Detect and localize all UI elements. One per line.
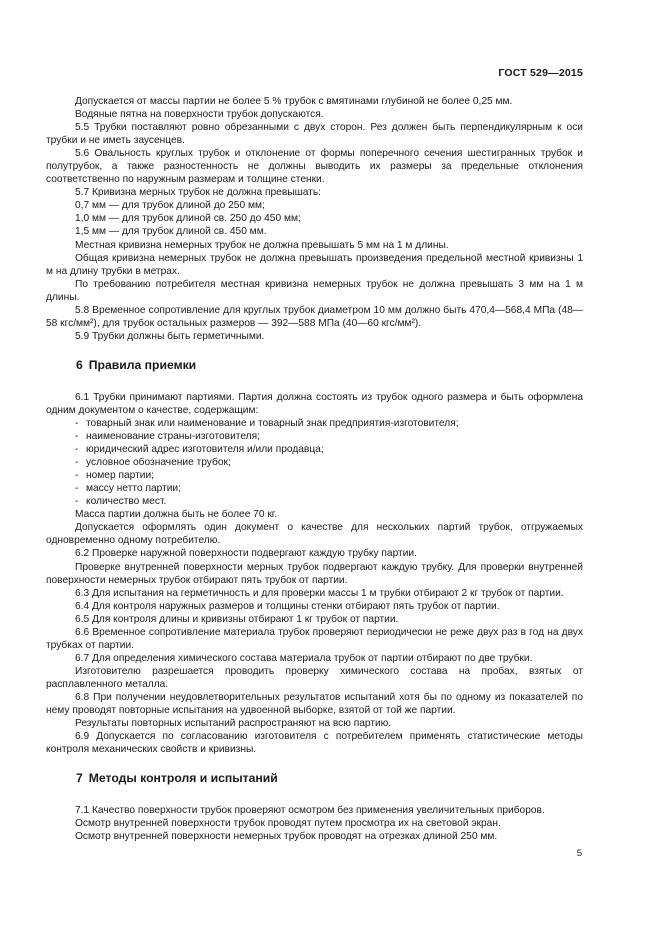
paragraph: 5.9 Трубки должны быть герметичными. <box>75 330 265 342</box>
list-item-text: массу нетто партии; <box>86 483 181 495</box>
list-bullet: - <box>75 444 79 456</box>
list-bullet: - <box>75 417 79 429</box>
page-number: 5 <box>576 848 582 859</box>
list-bullet: - <box>75 483 79 495</box>
paragraph: 6.9 Допускается по согласованию изготовителя с потребителем применять статистические методы контроля механических свойств и кривизны. <box>46 731 583 756</box>
list-item-text: количество мест. <box>86 496 167 508</box>
list-item <box>46 430 583 443</box>
list-item-text: наименование страны-изготовителя; <box>86 431 260 443</box>
list-bullet: - <box>75 457 79 469</box>
paragraph: 5.8 Временное сопротивление для круглых трубок диаметром 10 мм должно быть 470,4—568,4 МПа (48—58 кгс/мм²), для трубок остальных размеров — 392—588 МПа (40—60 кгс/мм²). <box>46 304 583 329</box>
paragraph: Осмотр внутренней поверхности трубок проводят путем просмотра их на световой экран. <box>75 818 501 830</box>
paragraph: По требованию потребителя местная кривизна немерных трубок не должна превышать 3 мм на 1 м длины. <box>46 278 583 303</box>
paragraph: 5.7 Кривизна мерных трубок не должна превышать: <box>75 187 321 199</box>
section-7-body <box>46 804 583 843</box>
list-item <box>46 469 583 482</box>
paragraph: 6.4 Для контроля наружных размеров и толщины стенки отбирают пять трубок от партии. <box>75 600 500 612</box>
paragraph: Результаты повторных испытаний распространяют на всю партию. <box>75 718 392 730</box>
list-item <box>46 456 583 469</box>
list-item-text: юридический адрес изготовителя и/или продавца; <box>86 444 324 456</box>
section-5-continued <box>46 95 583 343</box>
paragraph: Изготовителю разрешается проводить проверку химического состава на пробах, взятых от расплавленного металла. <box>46 665 583 690</box>
list-bullet: - <box>75 496 79 508</box>
section-7-title: Методы контроля и испытаний <box>88 771 278 786</box>
list-item-text: товарный знак или наименование и товарный знак предприятия-изготовителя; <box>86 417 459 429</box>
paragraph: 6.8 При получении неудовлетворительных результатов испытаний хотя бы по одному из показателей по нему проводят повторные испытания на удвоенной выборке, взятой от той же партии. <box>46 691 583 717</box>
document-header: ГОСТ 529—2015 <box>498 67 583 79</box>
paragraph: Местная кривизна немерных трубок не должна превышать 5 мм на 1 м длины. <box>75 239 449 251</box>
paragraph: 6.1 Трубки принимают партиями. Партия должна состоять из трубок одного размера и быть оформлена одним документом о качестве, содержащим: <box>46 391 583 416</box>
paragraph: 1,0 мм — для трубок длиной св. 250 до 450 мм; <box>75 213 301 225</box>
list-bullet: - <box>75 470 79 482</box>
list-item <box>46 417 583 430</box>
list-item-text: условное обозначение трубок; <box>86 457 231 469</box>
section-6-body <box>46 391 583 756</box>
paragraph: Масса партии должна быть не более 70 кг. <box>75 509 278 521</box>
paragraph: Допускается оформлять один документ о качестве для нескольких партий трубок, отгружаемых одновременно одному потребителю. <box>46 522 583 547</box>
list-item-text: номер партии; <box>86 470 154 482</box>
paragraph: Проверке внутренней поверхности мерных трубок подвергают каждую трубку. Для проверки внутренней поверхности немерных трубок отбирают пять трубок от партии. <box>46 561 583 586</box>
list-bullet: - <box>75 431 79 443</box>
paragraph: 6.3 Для испытания на герметичность и для проверки массы 1 м трубки отбирают 2 кг трубок от партии. <box>75 587 564 599</box>
paragraph: 6.7 Для определения химического состава материала трубок от партии отбирают по две трубки. <box>75 652 533 664</box>
paragraph: 1,5 мм — для трубок длиной св. 450 мм. <box>75 226 267 238</box>
paragraph: Общая кривизна немерных трубок не должна превышать произведения предельной местной кривизны 1 м на длину трубки в метрах. <box>46 252 583 277</box>
document-body <box>46 95 583 843</box>
list-item <box>46 443 583 456</box>
paragraph: Допускается от массы партии не более 5 % трубок с вмятинами глубиной не более 0,25 мм. <box>75 96 513 107</box>
paragraph: 7.1 Качество поверхности трубок проверяют осмотром без применения увеличительных приборов. <box>75 805 545 817</box>
paragraph: 5.5 Трубки поставляют ровно обрезанными с двух сторон. Рез должен быть перпендикулярным к оси трубки и не иметь заусенцев. <box>46 122 583 147</box>
section-6-heading <box>46 358 583 373</box>
list-item <box>46 495 583 508</box>
paragraph: 6.6 Временное сопротивление материала трубок проверяют периодически не реже двух раз в год на двух трубках от партии. <box>46 626 583 651</box>
section-7-heading <box>46 771 583 786</box>
section-7-number: 7 <box>76 771 83 786</box>
paragraph: Осмотр внутренней поверхности немерных трубок проводят на отрезках длиной 250 мм. <box>75 831 498 843</box>
paragraph: 6.2 Проверке наружной поверхности подвергают каждую трубку партии. <box>75 548 417 560</box>
section-6-number: 6 <box>76 357 83 372</box>
paragraph: Водяные пятна на поверхности трубок допускаются. <box>75 109 324 121</box>
paragraph: 6.5 Для контроля длины и кривизны отбирают 1 кг трубок от партии. <box>75 613 399 625</box>
paragraph: 0,7 мм — для трубок длиной до 250 мм; <box>75 200 265 212</box>
section-6-title: Правила приемки <box>88 357 197 372</box>
paragraph: 5.6 Овальность круглых трубок и отклонение от формы поперечного сечения шестигранных трубок и полутрубок, а также разностенность не должны выводить их размеры за предельные отклонения соответственно по наружным размерам и толщине стенки. <box>46 148 583 186</box>
list-item <box>46 482 583 495</box>
